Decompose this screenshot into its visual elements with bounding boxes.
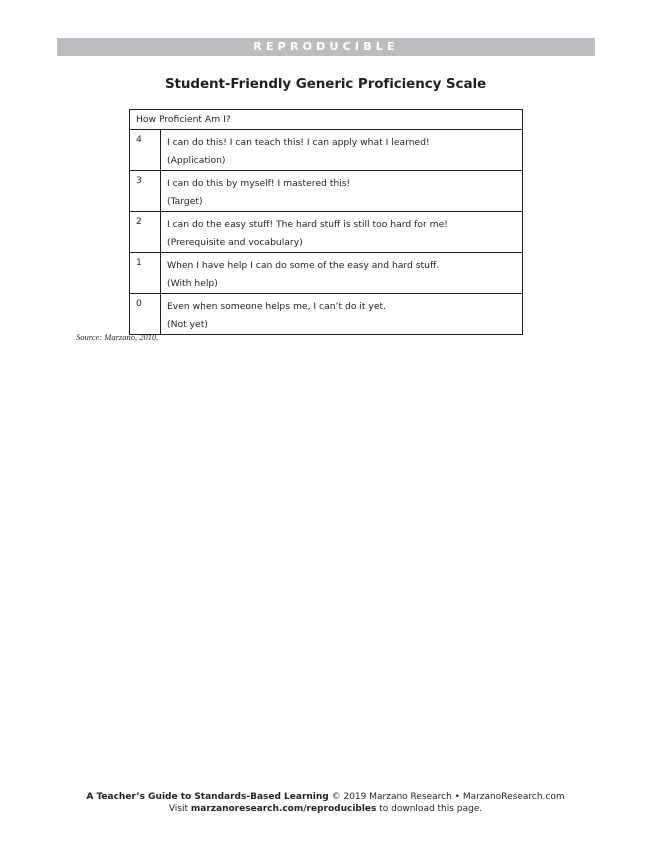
source-citation: Source: Marzano, 2010.	[76, 332, 159, 342]
table-row	[130, 294, 523, 335]
description-text: I can do this! I can teach this! I can apply what I learned!	[167, 137, 430, 148]
description-level: (Prerequisite and vocabulary)	[167, 237, 303, 248]
score-cell: 2	[130, 212, 161, 253]
footer-line-2	[0, 803, 651, 815]
description-cell	[161, 212, 523, 253]
description-text: I can do the easy stuff! The hard stuff is still too hard for me!	[167, 219, 448, 230]
score-cell: 4	[130, 130, 161, 171]
description-text: I can do this by myself! I mastered this!	[167, 178, 351, 189]
banner-label: REPRODUCIBLE	[253, 40, 399, 53]
visit-suffix: to download this page.	[376, 804, 483, 814]
score-cell: 0	[130, 294, 161, 335]
description-cell	[161, 130, 523, 171]
description-level: (Target)	[167, 196, 203, 207]
description-level: (Application)	[167, 155, 226, 166]
description-cell	[161, 253, 523, 294]
visit-prefix: Visit	[168, 804, 191, 814]
table-row	[130, 212, 523, 253]
reproducibles-url[interactable]: marzanoresearch.com/reproducibles	[190, 804, 377, 814]
reproducible-banner	[57, 38, 595, 56]
table-row	[130, 130, 523, 171]
copyright-text: © 2019 Marzano Research • MarzanoResearch.com	[328, 792, 565, 802]
score-cell: 1	[130, 253, 161, 294]
description-cell	[161, 171, 523, 212]
table-row	[130, 253, 523, 294]
book-title: A Teacher’s Guide to Standards-Based Learning	[86, 792, 329, 802]
description-text: Even when someone helps me, I can’t do it yet.	[167, 301, 387, 312]
description-level: (Not yet)	[167, 319, 208, 330]
description-cell	[161, 294, 523, 335]
description-text: When I have help I can do some of the easy and hard stuff.	[167, 260, 440, 271]
proficiency-scale-table	[129, 109, 523, 335]
page-title: Student-Friendly Generic Proficiency Scale	[164, 76, 487, 92]
table-row	[130, 171, 523, 212]
description-level: (With help)	[167, 278, 218, 289]
table-header-cell: How Proficient Am I?	[130, 110, 523, 130]
footer-line-1	[0, 791, 651, 803]
page-footer	[0, 791, 651, 815]
table-header-row	[130, 110, 523, 130]
score-cell: 3	[130, 171, 161, 212]
